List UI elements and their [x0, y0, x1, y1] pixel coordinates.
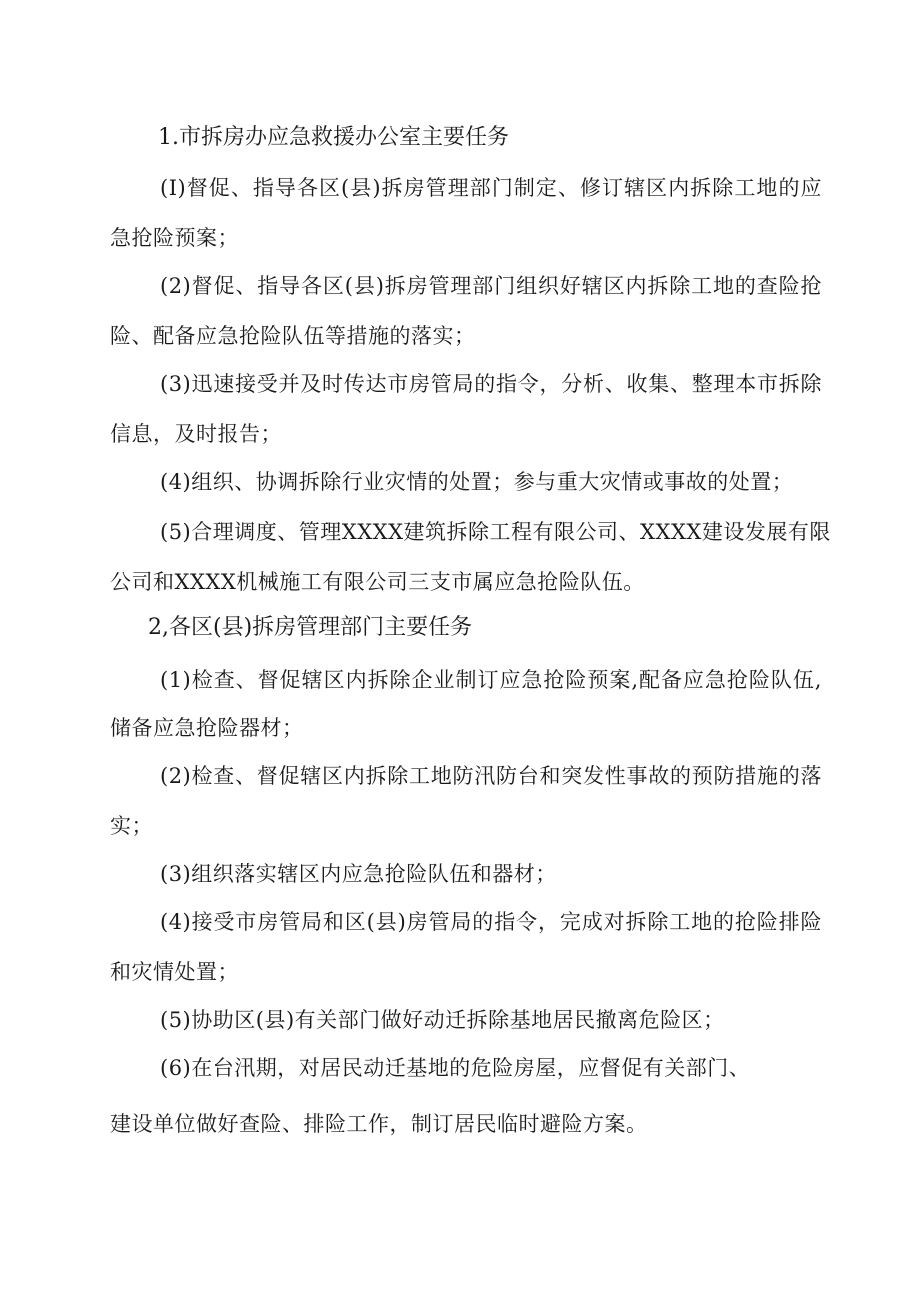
item-2-2-line-1: (2)检查、督促辖区内拆除工地防汛防台和突发性事故的预防措施的落: [160, 764, 822, 788]
section-heading-2: 2,各区(县)拆房管理部门主要任务: [148, 615, 473, 640]
item-1-3-line-1: (3)迅速接受并及时传达市房管局的指令，分析、收集、整理本市拆除: [160, 372, 822, 396]
item-2-2-line-2: 实；: [110, 814, 153, 838]
item-2-1-line-1: (1)检查、督促辖区内拆除企业制订应急抢险预案,配备应急抢险队伍,: [160, 668, 822, 692]
item-2-1-line-2: 储备应急抢险器材；: [110, 716, 304, 740]
item-2-6-line-1: (6)在台汛期，对居民动迁基地的危险房屋，应督促有关部门、: [160, 1056, 751, 1080]
item-2-4-line-1: (4)接受市房管局和区(县)房管局的指令，完成对拆除工地的抢险排险: [160, 910, 822, 934]
section-heading-1: 1.市拆房办应急救援办公室主要任务: [158, 125, 509, 150]
item-2-3-line-1: (3)组织落实辖区内应急抢险队伍和器材；: [160, 862, 557, 886]
item-2-4-line-2: 和灾情处置；: [110, 960, 239, 984]
item-1-4-line-1: (4)组织、协调拆除行业灾情的处置；参与重大灾情或事故的处置；: [160, 470, 794, 494]
item-1-1-line-1: (I)督促、指导各区(县)拆房管理部门制定、修订辖区内拆除工地的应: [160, 176, 822, 200]
item-1-2-line-1: (2)督促、指导各区(县)拆房管理部门组织好辖区内拆除工地的查险抢: [160, 274, 822, 298]
item-1-5-line-1: (5)合理调度、管理XXXX建筑拆除工程有限公司、XXXX建设发展有限: [160, 520, 831, 544]
item-1-2-line-2: 险、配备应急抢险队伍等措施的落实；: [110, 324, 476, 348]
item-2-5-line-1: (5)协助区(县)有关部门做好动迁拆除基地居民撤离危险区；: [160, 1008, 725, 1032]
item-1-1-line-2: 急抢险预案；: [110, 226, 239, 250]
item-2-6-line-2: 建设单位做好查险、排险工作，制订居民临时避险方案。: [110, 1112, 648, 1136]
item-1-3-line-2: 信息，及时报告；: [110, 422, 282, 446]
item-1-5-line-2: 公司和XXXX机械施工有限公司三支市属应急抢险队伍。: [110, 570, 645, 594]
